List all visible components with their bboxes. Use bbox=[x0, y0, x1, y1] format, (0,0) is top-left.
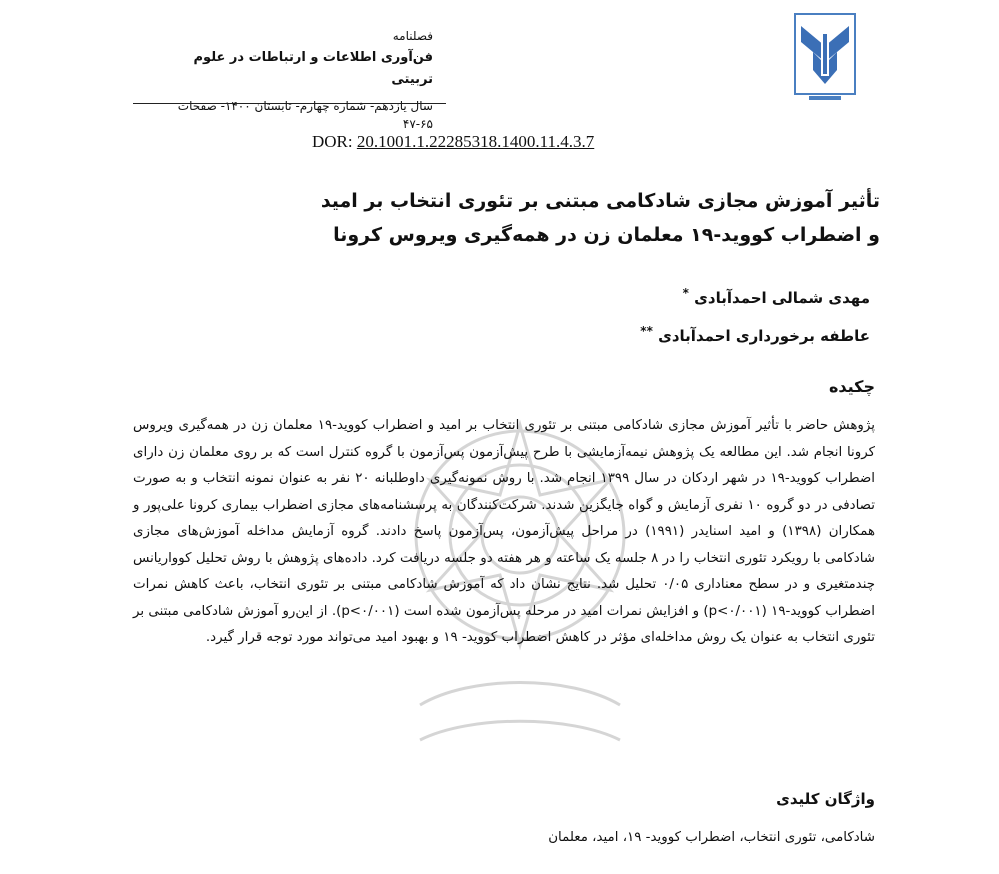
dor-line bbox=[312, 132, 594, 152]
dor-link[interactable]: 20.1001.1.22285318.1400.11.4.3.7 bbox=[356, 132, 595, 151]
title-line-1: تأثیر آموزش مجازی شادکامی مبتنی بر تئوری انتخاب بر امید bbox=[320, 190, 880, 212]
author-name: عاطفه برخورداری احمدآبادی bbox=[658, 327, 870, 345]
azad-university-logo-icon bbox=[791, 12, 859, 104]
journal-header bbox=[163, 28, 433, 133]
author-1 bbox=[683, 286, 870, 307]
header-divider bbox=[133, 103, 446, 104]
keywords-text: شادکامی، تئوری انتخاب، اضطراب کووید- ۱۹، امید، معلمان bbox=[548, 830, 875, 845]
abstract-heading: چکیده bbox=[828, 377, 875, 396]
journal-name: فن‌آوری اطلاعات و ارتباطات در علوم تربیتی bbox=[193, 50, 433, 87]
title-line-2: و اضطراب کووید-۱۹ معلمان زن در همه‌گیری ویروس کرونا bbox=[333, 224, 880, 246]
article-title bbox=[260, 184, 880, 252]
keywords-heading: واژگان کلیدی bbox=[776, 790, 875, 808]
issue-info: سال یازدهم- شماره چهارم- تابستان ۱۴۰۰- صفحات ۶۵-۴۷ bbox=[177, 99, 433, 131]
author-name: مهدی شمالی احمدآبادی bbox=[694, 289, 870, 307]
author-mark: ** bbox=[640, 324, 653, 338]
author-mark: * bbox=[682, 286, 689, 300]
dor-label: DOR: bbox=[312, 132, 357, 151]
abstract-text: پژوهش حاضر با تأثیر آموزش مجازی شادکامی مبتنی بر تئوری انتخاب بر امید و اضطراب کووید-۱۹ معلمان زن در همه‌گیری ویروس کرونا انجام شد. این مطالعه یک پژوهش نیمه‌آزمایشی با طرح پیش‌آزمون پس‌آزمون با گروه کنترل است که بر روی معلمان زن دارای اضطراب کووید-۱۹ در شهر اردکان در سال ۱۳۹۹ انجام شد. با روش نمونه‌گیری داوطلبانه ۲۰ نفر به عنوان نمونه انتخاب و به صورت تصادفی در دو گروه ۱۰ نفری آزمایش و گواه جایگزین شدند. شرکت‌کنندگان به پرسشنامه‌های مجازی اضطراب بیماری کرونا علی‌پور و همکاران (۱۳۹۸) و امید اسنایدر (۱۹۹۱) در مراحل پیش‌آزمون، پس‌آزمون پاسخ دادند. گروه آزمایش مداخله آموزش‌های مجازی شادکامی با رویکرد تئوری انتخاب را در ۸ جلسه یک ساعته و هر هفته دو جلسه دریافت کرد. داده‌های پژوهش با روش تحلیل کوواریانس چندمتغیری و در سطح معناداری ۰/۰۵ تحلیل شد. نتایج نشان داد که آموزش شادکامی مبتنی بر تئوری انتخاب، باعث کاهش نمرات اضطراب کووید-۱۹ (p<۰/۰۰۱) و افزایش نمرات امید در مرحله پس‌آزمون شده است (p<۰/۰۰۱). از این‌رو آموزش شادکامی مبتنی بر تئوری انتخاب به عنوان یک روش مداخله‌ای مؤثر در کاهش اضطراب کووید- ۱۹ و بهبود امید می‌تواند مورد توجه قرار گیرد. bbox=[133, 418, 876, 645]
author-2 bbox=[640, 324, 870, 345]
journal-kind: فصلنامه bbox=[392, 29, 433, 43]
